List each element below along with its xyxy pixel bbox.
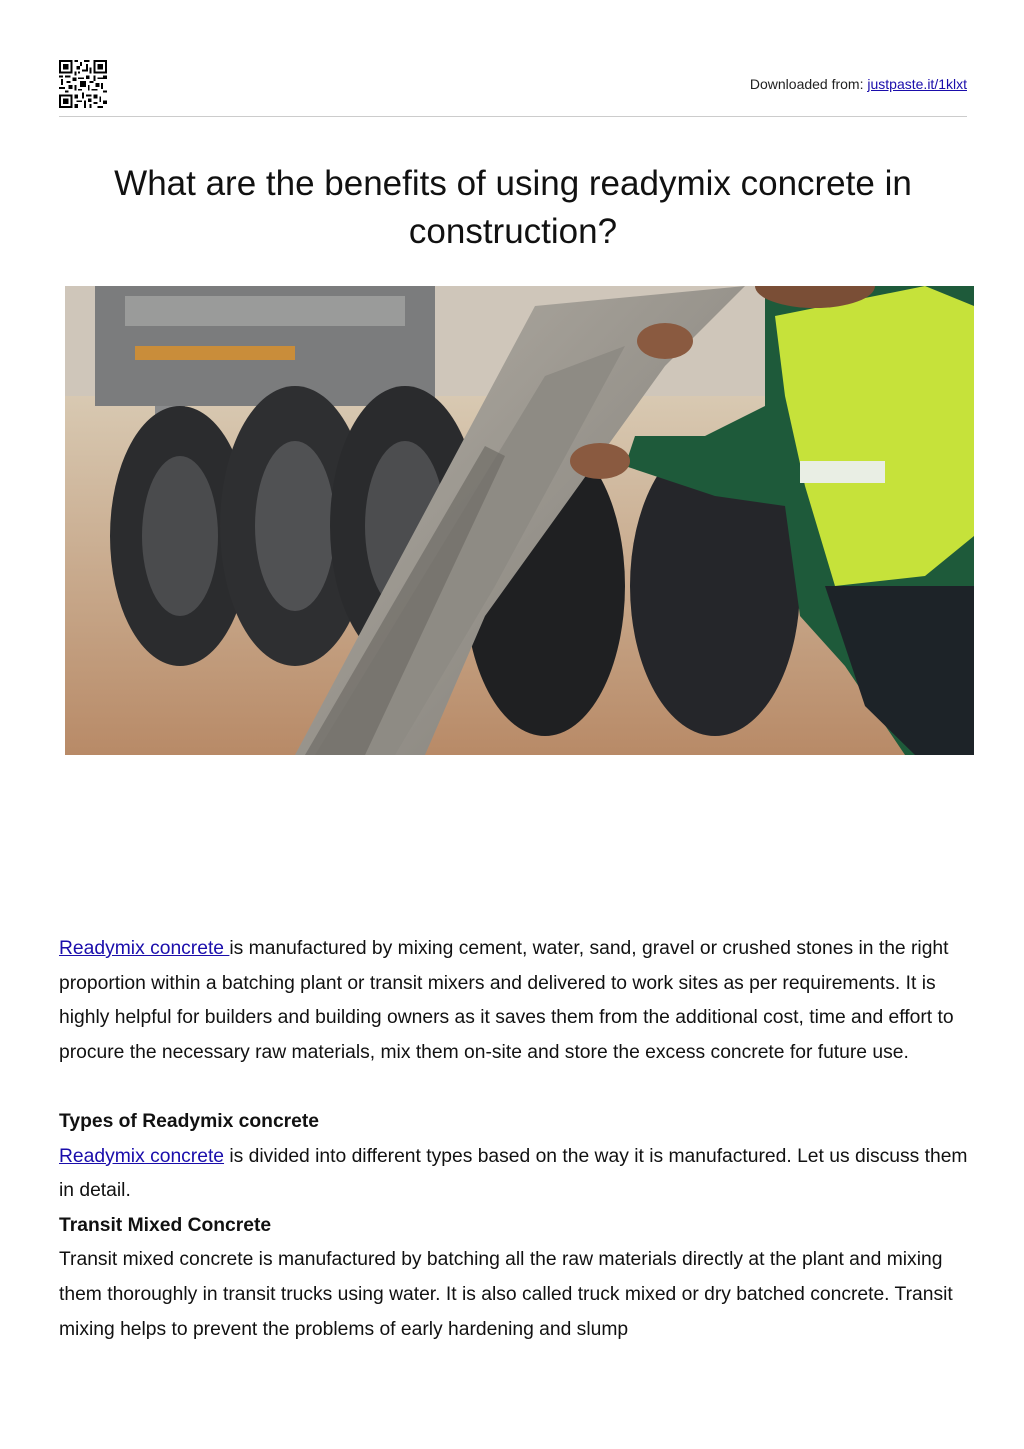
page-title: What are the benefits of using readymix concrete in construction? [114, 164, 912, 251]
readymix-link-2[interactable]: Readymix concrete [59, 1145, 225, 1167]
source-link[interactable]: justpaste.it/1klxt [867, 76, 967, 92]
paragraph-gap [59, 1070, 969, 1105]
hero-image [65, 286, 974, 755]
qr-code-icon [59, 60, 107, 108]
intro-text: is manufactured by mixing cement, water, sand, gravel or crushed stones in the right proportion within a batching plant or transit mixers and delivered to work sites as per requirements. It is highly helpful for builders and building owners as it saves them from the additional cost, time and effort to procure the necessary raw materials, mix them on-site and store the excess concrete for future use. [59, 938, 954, 1063]
types-paragraph [59, 1140, 969, 1209]
download-source [750, 76, 967, 92]
types-heading: Types of Readymix concrete [59, 1110, 320, 1132]
article-body [59, 932, 969, 1347]
page-header [59, 60, 967, 118]
downloaded-label: Downloaded from: [749, 76, 868, 92]
header-divider [59, 116, 967, 117]
readymix-link-1[interactable]: Readymix concrete [59, 938, 230, 959]
intro-paragraph [59, 932, 969, 1070]
transit-heading: Transit Mixed Concrete [59, 1214, 272, 1236]
types-text: is divided into different types based on the way it is manufactured. Let us discuss them in detail. [59, 1145, 968, 1202]
transit-paragraph: Transit mixed concrete is manufactured by batching all the raw materials directly at the plant and mixing them thoroughly in transit trucks using water. It is also called truck mixed or dry batched concrete. Transit mixing helps to prevent the problems of early hardening and slump [59, 1249, 953, 1340]
